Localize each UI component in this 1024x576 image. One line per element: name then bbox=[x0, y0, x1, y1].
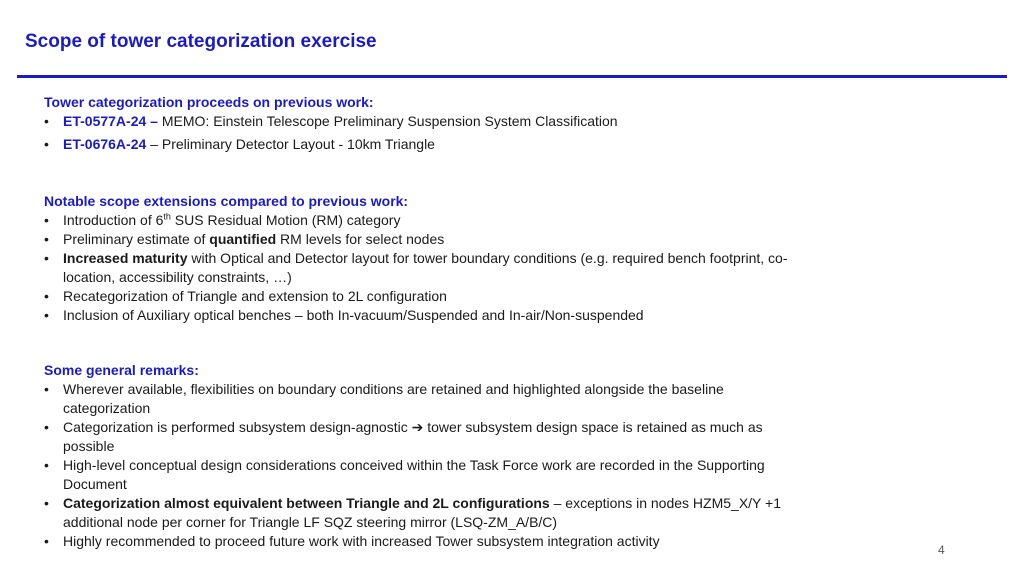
remarks-list bbox=[44, 380, 804, 551]
item-text: – exceptions in nodes HZM5_X/Y +1 additional node per corner for Triangle LF SQZ steering mirror (LSQ-ZM_A/B/C) bbox=[63, 495, 781, 530]
item-text: Introduction of 6 bbox=[63, 212, 164, 228]
arrow-right-icon: ➔ bbox=[411, 419, 424, 435]
previous-work-heading: Tower categorization proceeds on previous work: bbox=[44, 94, 374, 110]
document-reference: ET-0577A-24 bbox=[63, 113, 147, 129]
previous-work-section bbox=[44, 93, 804, 154]
item-text: Highly recommended to proceed future work with increased Tower subsystem integration activity bbox=[63, 533, 660, 549]
list-item bbox=[44, 494, 804, 532]
list-item bbox=[44, 135, 804, 154]
item-text: Wherever available, flexibilities on boundary conditions are retained and highlighted alongside the baseline categorization bbox=[63, 381, 724, 416]
page-number: 4 bbox=[938, 543, 945, 557]
item-text: High-level conceptual design considerations conceived within the Task Force work are recorded in the Supporting Document bbox=[63, 457, 765, 492]
bullet-icon: • bbox=[44, 288, 49, 304]
bullet-icon: • bbox=[44, 419, 49, 435]
list-item bbox=[44, 418, 804, 456]
list-item bbox=[44, 306, 804, 325]
emphasis: Categorization almost equivalent between Triangle and 2L configurations bbox=[63, 495, 550, 511]
slide-title: Scope of tower categorization exercise bbox=[25, 31, 377, 52]
extensions-heading: Notable scope extensions compared to previous work: bbox=[44, 193, 409, 209]
emphasis: quantified bbox=[209, 231, 277, 247]
item-text: RM levels for select nodes bbox=[276, 231, 445, 247]
list-item bbox=[44, 112, 804, 131]
previous-work-list bbox=[44, 112, 804, 154]
list-item bbox=[44, 211, 804, 230]
bullet-icon: • bbox=[44, 250, 49, 266]
superscript: th bbox=[163, 211, 171, 222]
list-item bbox=[44, 456, 804, 494]
list-item bbox=[44, 380, 804, 418]
remarks-section bbox=[44, 361, 804, 551]
item-text: MEMO: Einstein Telescope Preliminary Suspension System Classification bbox=[161, 113, 618, 129]
bullet-icon: • bbox=[44, 136, 49, 152]
separator: – bbox=[146, 113, 162, 129]
item-text: Preliminary Detector Layout - 10km Triangle bbox=[161, 136, 435, 152]
extensions-list bbox=[44, 211, 804, 325]
separator: – bbox=[146, 136, 162, 152]
document-reference: ET-0676A-24 bbox=[63, 136, 147, 152]
title-divider bbox=[17, 75, 1007, 78]
bullet-icon: • bbox=[44, 495, 49, 511]
bullet-icon: • bbox=[44, 533, 49, 549]
item-text: Recategorization of Triangle and extension to 2L configuration bbox=[63, 288, 447, 304]
bullet-icon: • bbox=[44, 113, 49, 129]
item-text: SUS Residual Motion (RM) category bbox=[170, 212, 401, 228]
list-item bbox=[44, 249, 804, 287]
bullet-icon: • bbox=[44, 231, 49, 247]
list-item bbox=[44, 230, 804, 249]
extensions-section bbox=[44, 192, 804, 325]
item-text: tower subsystem design space is retained as much as possible bbox=[63, 419, 763, 454]
item-text: Preliminary estimate of bbox=[63, 231, 210, 247]
bullet-icon: • bbox=[44, 457, 49, 473]
bullet-icon: • bbox=[44, 307, 49, 323]
list-item bbox=[44, 287, 804, 306]
bullet-icon: • bbox=[44, 212, 49, 228]
remarks-heading: Some general remarks: bbox=[44, 362, 199, 378]
emphasis: Increased maturity bbox=[63, 250, 188, 266]
bullet-icon: • bbox=[44, 381, 49, 397]
item-text: Inclusion of Auxiliary optical benches – both In-vacuum/Suspended and In-air/Non-suspended bbox=[63, 307, 644, 323]
item-text: Categorization is performed subsystem design-agnostic bbox=[63, 419, 412, 435]
item-text: with Optical and Detector layout for tower boundary conditions (e.g. required bench footprint, co-location, accessibility constraints, …) bbox=[63, 250, 788, 285]
list-item bbox=[44, 532, 804, 551]
